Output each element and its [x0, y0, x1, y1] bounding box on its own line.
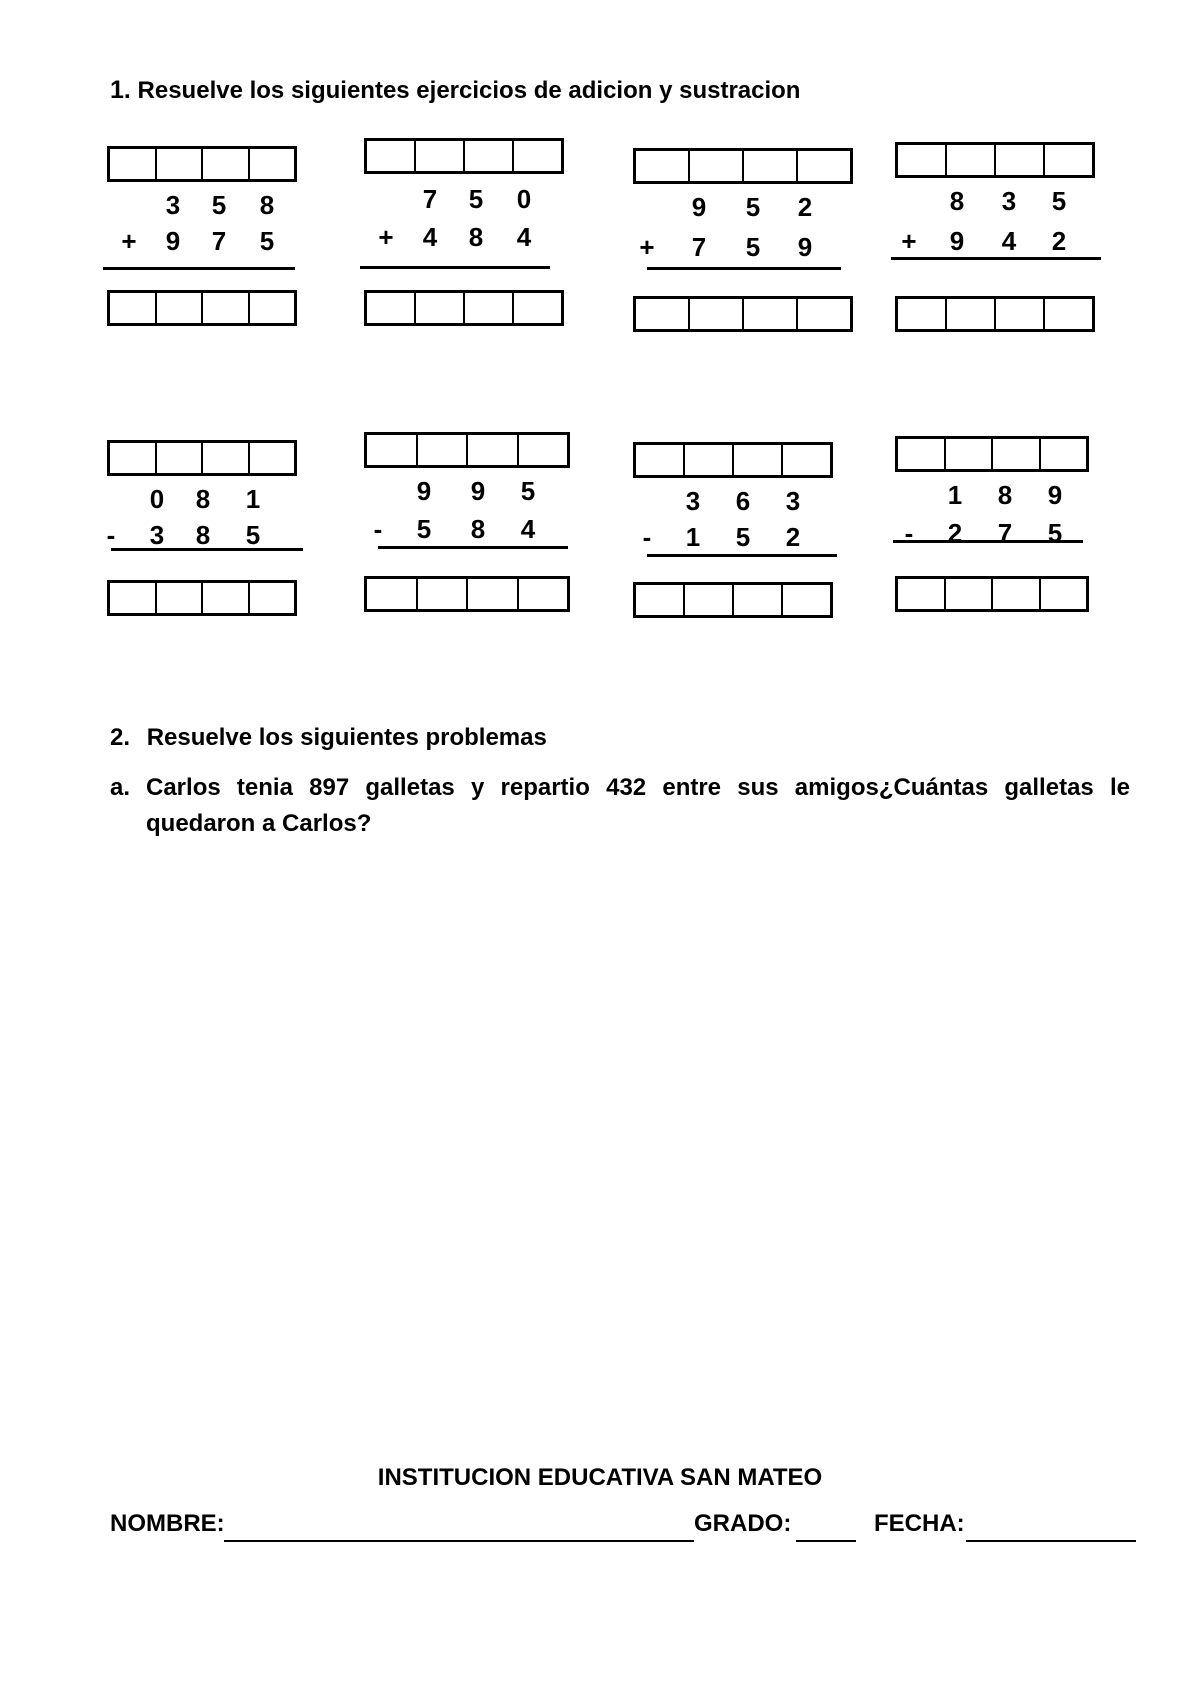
minus-operator: - [642, 522, 652, 552]
carry-boxes-cell[interactable] [157, 443, 204, 473]
carry-boxes-cell[interactable] [367, 435, 418, 465]
carry-boxes-cell[interactable] [250, 149, 295, 179]
carry-boxes-cell[interactable] [946, 439, 994, 469]
digit: 5 [245, 520, 261, 550]
carry-boxes-cell[interactable] [898, 439, 946, 469]
digit: 8 [949, 186, 965, 216]
answer-boxes-cell[interactable] [946, 579, 994, 609]
digit: 3 [149, 520, 165, 550]
digit: 5 [468, 184, 484, 214]
top-number [107, 484, 297, 516]
answer-boxes [364, 576, 570, 612]
plus-operator: + [378, 222, 394, 252]
exercise-1 [107, 146, 317, 346]
section-2-title: Resuelve los siguientes problemas [146, 724, 547, 751]
school-name: INSTITUCION EDUCATIVA SAN MATEO [377, 1464, 823, 1491]
carry-boxes-cell[interactable] [418, 435, 469, 465]
digit: 1 [685, 522, 701, 552]
bottom-number [895, 518, 1089, 550]
exercise-6 [364, 432, 590, 632]
top-number [364, 184, 564, 216]
carry-boxes [107, 146, 297, 182]
digit: 8 [259, 190, 275, 220]
top-number [633, 192, 853, 224]
result-line [647, 554, 837, 557]
bottom-number [633, 522, 833, 554]
answer-boxes-cell[interactable] [783, 585, 830, 615]
problem-a-label: a. [110, 774, 131, 801]
digit: 2 [1051, 226, 1067, 256]
bottom-number [364, 222, 564, 254]
exercise-5 [107, 440, 317, 640]
answer-boxes-cell[interactable] [367, 579, 418, 609]
answer-boxes-cell[interactable] [416, 293, 465, 323]
answer-boxes-cell[interactable] [798, 299, 850, 329]
bottom-number [895, 226, 1095, 258]
exercise-8 [895, 436, 1109, 636]
answer-boxes-cell[interactable] [418, 579, 469, 609]
bottom-number [364, 514, 570, 546]
digit: 3 [685, 486, 701, 516]
answer-boxes-cell[interactable] [690, 299, 744, 329]
digit: 0 [149, 484, 165, 514]
digit: 1 [947, 480, 963, 510]
digit: 4 [422, 222, 438, 252]
answer-boxes-cell[interactable] [996, 299, 1045, 329]
digit: 8 [470, 514, 486, 544]
digit: 4 [520, 514, 536, 544]
answer-boxes-cell[interactable] [514, 293, 561, 323]
digit: 9 [949, 226, 965, 256]
answer-boxes [364, 290, 564, 326]
digit: 3 [785, 486, 801, 516]
bottom-number [107, 226, 297, 258]
carry-boxes-cell[interactable] [203, 149, 250, 179]
grado-field[interactable] [796, 1540, 856, 1542]
digit: 8 [195, 484, 211, 514]
carry-boxes-cell[interactable] [110, 149, 157, 179]
digit: 4 [516, 222, 532, 252]
result-line [891, 257, 1101, 260]
answer-boxes-cell[interactable] [1041, 579, 1087, 609]
carry-boxes-cell[interactable] [996, 145, 1045, 175]
plus-operator: + [639, 232, 655, 262]
digit: 5 [259, 226, 275, 256]
digit: 5 [1047, 518, 1063, 548]
answer-boxes-cell[interactable] [250, 583, 295, 613]
digit: 6 [735, 486, 751, 516]
carry-boxes-cell[interactable] [798, 151, 850, 181]
exercise-3 [633, 148, 873, 348]
answer-boxes-cell[interactable] [110, 293, 157, 323]
digit: 5 [520, 476, 536, 506]
carry-boxes-cell[interactable] [690, 151, 744, 181]
section-2-number: 2. [110, 724, 131, 751]
carry-boxes-cell[interactable] [416, 141, 465, 171]
answer-boxes-cell[interactable] [744, 299, 798, 329]
digit: 9 [470, 476, 486, 506]
minus-operator: - [904, 518, 914, 548]
answer-boxes-cell[interactable] [993, 579, 1041, 609]
answer-boxes-cell[interactable] [898, 579, 946, 609]
digit: 9 [416, 476, 432, 506]
carry-boxes-cell[interactable] [110, 443, 157, 473]
answer-boxes-cell[interactable] [203, 293, 250, 323]
carry-boxes-cell[interactable] [203, 443, 250, 473]
digit: 4 [1001, 226, 1017, 256]
digit: 2 [797, 192, 813, 222]
carry-boxes-cell[interactable] [734, 445, 783, 475]
digit: 8 [997, 480, 1013, 510]
carry-boxes-cell[interactable] [519, 435, 568, 465]
answer-boxes-cell[interactable] [947, 299, 996, 329]
carry-boxes-cell[interactable] [250, 443, 295, 473]
top-number [364, 476, 570, 508]
digit: 5 [735, 522, 751, 552]
top-number [895, 186, 1095, 218]
carry-boxes [633, 148, 853, 184]
carry-boxes-cell[interactable] [993, 439, 1041, 469]
digit: 2 [785, 522, 801, 552]
digit: 5 [211, 190, 227, 220]
digit: 5 [1051, 186, 1067, 216]
result-line [111, 548, 303, 551]
digit: 9 [165, 226, 181, 256]
answer-boxes-cell[interactable] [636, 299, 690, 329]
answer-boxes-cell[interactable] [157, 583, 204, 613]
answer-boxes-cell[interactable] [685, 585, 734, 615]
answer-boxes [895, 576, 1089, 612]
top-number [895, 480, 1089, 512]
answer-boxes-cell[interactable] [734, 585, 783, 615]
grado-label: GRADO: [694, 1510, 792, 1537]
answer-boxes-cell[interactable] [898, 299, 947, 329]
section-1-heading [110, 76, 800, 105]
answer-boxes-cell[interactable] [367, 293, 416, 323]
answer-boxes-cell[interactable] [1045, 299, 1092, 329]
digit: 8 [195, 520, 211, 550]
plus-operator: + [901, 226, 917, 256]
fecha-field[interactable] [966, 1540, 1136, 1542]
answer-boxes-cell[interactable] [636, 585, 685, 615]
nombre-field[interactable] [224, 1540, 694, 1542]
digit: 7 [422, 184, 438, 214]
carry-boxes-cell[interactable] [157, 149, 204, 179]
answer-boxes-cell[interactable] [250, 293, 295, 323]
carry-boxes-cell[interactable] [1045, 145, 1092, 175]
digit: 5 [745, 232, 761, 262]
carry-boxes-cell[interactable] [367, 141, 416, 171]
digit: 3 [165, 190, 181, 220]
result-line [378, 546, 568, 549]
digit: 9 [797, 232, 813, 262]
answer-boxes [633, 582, 833, 618]
answer-boxes [895, 296, 1095, 332]
answer-boxes-cell[interactable] [465, 293, 514, 323]
nombre-label: NOMBRE: [110, 1510, 225, 1537]
carry-boxes-cell[interactable] [898, 145, 947, 175]
exercise-7 [633, 442, 853, 642]
digit: 8 [468, 222, 484, 252]
minus-operator: - [106, 520, 116, 550]
answer-boxes-cell[interactable] [519, 579, 568, 609]
problem-a-text: Carlos tenia 897 galletas y repartio 432 entre sus amigos¿Cuántas galletas le quedaron a Carlos? [146, 774, 1130, 837]
carry-boxes-cell[interactable] [468, 435, 519, 465]
carry-boxes-cell[interactable] [685, 445, 734, 475]
result-line [360, 266, 550, 269]
digit: 1 [245, 484, 261, 514]
exercise-4 [895, 142, 1115, 342]
answer-boxes-cell[interactable] [468, 579, 519, 609]
plus-operator: + [121, 226, 137, 256]
carry-boxes-cell[interactable] [783, 445, 830, 475]
answer-boxes-cell[interactable] [157, 293, 204, 323]
carry-boxes [364, 432, 570, 468]
result-line [647, 267, 841, 270]
result-line [103, 267, 295, 270]
carry-boxes [895, 436, 1089, 472]
digit: 9 [1047, 480, 1063, 510]
carry-boxes-cell[interactable] [744, 151, 798, 181]
answer-boxes [107, 580, 297, 616]
digit: 5 [745, 192, 761, 222]
carry-boxes-cell[interactable] [947, 145, 996, 175]
fecha-label: FECHA: [874, 1510, 965, 1537]
top-number [633, 486, 833, 518]
carry-boxes [364, 138, 564, 174]
digit: 7 [211, 226, 227, 256]
answer-boxes-cell[interactable] [110, 583, 157, 613]
digit: 5 [416, 514, 432, 544]
carry-boxes-cell[interactable] [636, 151, 690, 181]
carry-boxes-cell[interactable] [1041, 439, 1087, 469]
carry-boxes-cell[interactable] [465, 141, 514, 171]
section-1-title: Resuelve los siguientes ejercicios de adicion y sustracion [137, 77, 801, 104]
digit: 3 [1001, 186, 1017, 216]
result-line [893, 540, 1083, 543]
carry-boxes [633, 442, 833, 478]
minus-operator: - [373, 514, 383, 544]
top-number [107, 190, 297, 222]
carry-boxes [107, 440, 297, 476]
problem-a [110, 770, 1130, 850]
digit: 2 [947, 518, 963, 548]
exercise-2 [364, 138, 584, 338]
bottom-number [633, 232, 853, 264]
section-2-heading [110, 724, 547, 752]
digit: 7 [997, 518, 1013, 548]
carry-boxes-cell[interactable] [636, 445, 685, 475]
carry-boxes [895, 142, 1095, 178]
answer-boxes [633, 296, 853, 332]
digit: 7 [691, 232, 707, 262]
answer-boxes [107, 290, 297, 326]
digit: 9 [691, 192, 707, 222]
section-1-number: 1. [110, 76, 131, 104]
carry-boxes-cell[interactable] [514, 141, 561, 171]
digit: 0 [516, 184, 532, 214]
answer-boxes-cell[interactable] [203, 583, 250, 613]
